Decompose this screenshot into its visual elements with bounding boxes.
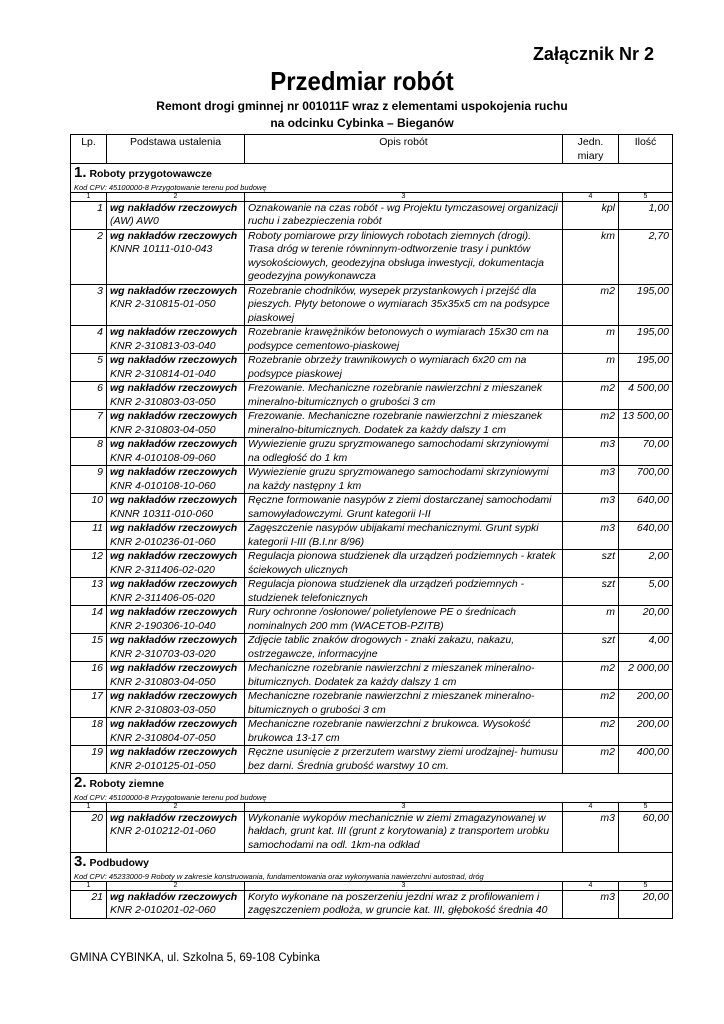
item-basis [107,229,245,284]
item-unit: szt [563,550,619,578]
item-description: Rozebranie chodników, wysepek przystankowych i przejść dla pieszych. Płyty betonowe o wymiarach 35x35x5 cm na podsypce piaskowej [245,284,563,326]
item-basis-code: KNR 2-310803-03-050 [110,395,216,408]
table-row [71,284,673,326]
item-basis-type: wg nakładów rzeczowych [110,494,238,506]
section-number: 1. [74,164,87,181]
section-row [71,853,673,882]
item-basis [107,284,245,326]
item-basis-type: wg nakładów rzeczowych [110,746,238,758]
item-basis [107,550,245,578]
column-number-row [71,802,673,811]
item-basis [107,811,245,853]
section-cpv: Kod CPV: 45100000-8 Przygotowanie terenu pod budowę [74,182,267,192]
item-basis-type: wg nakładów rzeczowych [110,354,238,366]
section-cpv: Kod CPV: 45233000-9 Roboty w zakresie konstruowania, fundamentowania oraz wykonywania nawierzchni autostrad, dróg [74,871,484,881]
item-quantity: 195,00 [619,354,673,382]
item-lp: 6 [71,382,107,410]
item-quantity: 195,00 [619,284,673,326]
item-description: Rozebranie krawężników betonowych o wymiarach 15x30 cm na podsypce cementowo-piaskowej [245,326,563,354]
item-quantity: 70,00 [619,438,673,466]
item-description: Mechaniczne rozebranie nawierzchni z brukowca. Wysokość brukowca 13-17 cm [245,718,563,746]
item-basis [107,578,245,606]
item-unit: m3 [563,494,619,522]
item-quantity: 195,00 [619,326,673,354]
item-basis-code: KNR 2-310813-03-040 [110,339,216,352]
item-basis [107,382,245,410]
item-basis-type: wg nakładów rzeczowych [110,890,238,903]
table-row [71,466,673,494]
section-cpv: Kod CPV: 45100000-8 Przygotowanie terenu pod budowę [74,792,267,802]
item-basis [107,326,245,354]
item-basis-type: wg nakładów rzeczowych [110,606,238,618]
item-unit: m2 [563,382,619,410]
section-cell [71,164,673,193]
item-quantity: 20,00 [619,606,673,634]
page-title: Przedmiar robót [270,66,454,96]
item-basis-code: KNNR 10311-010-060 [110,507,214,520]
column-number: 1 [71,192,107,201]
item-basis-type: wg nakładów rzeczowych [110,662,238,674]
item-basis-code: KNR 2-310703-03-020 [110,647,216,660]
item-basis-type: wg nakładów rzeczowych [110,634,238,646]
item-quantity: 4,00 [619,634,673,662]
item-quantity: 4 500,00 [619,382,673,410]
item-description: Koryto wykonane na poszerzeniu jezdni wraz z profilowaniem i zagęszczeniem podłoża, w gruncie kat. III, głębokość średnia 40 [245,890,563,918]
item-description: Zagęszczenie nasypów ubijakami mechanicznymi. Grunt sypki kategorii I-III (B.I.nr 8/96) [245,522,563,550]
column-number: 2 [107,881,245,890]
item-description: Ręczne formowanie nasypów z ziemi dostarczanej samochodami samowyładowczymi. Grunt kategorii I-II [245,494,563,522]
item-lp: 12 [71,550,107,578]
item-description: Wykonanie wykopów mechanicznie w ziemi zmagazynowanej w hałdach, grunt kat. III (grunt z korytowania) z transportem urobku samochodami na odl. 1km-na odkład [245,811,563,853]
section-name: Podbudowy [89,857,149,869]
item-basis-type: wg nakładów rzeczowych [110,382,238,394]
item-description: Frezowanie. Mechaniczne rozebranie nawierzchni z mieszanek mineralno-bitumicznych. Dodatek za każdy dalszy 1 cm [245,410,563,438]
item-lp: 14 [71,606,107,634]
item-description: Zdjęcie tablic znaków drogowych - znaki zakazu, nakazu, ostrzegawcze, informacyjne [245,634,563,662]
section-number: 2. [74,774,87,791]
item-quantity: 200,00 [619,690,673,718]
item-unit: m2 [563,662,619,690]
item-unit: m2 [563,718,619,746]
item-unit: m2 [563,284,619,326]
item-basis-type: wg nakładów rzeczowych [110,438,238,450]
item-unit: m3 [563,466,619,494]
item-quantity: 400,00 [619,746,673,774]
item-basis-code: KNR 2-311406-02-020 [110,563,215,576]
item-basis-code: KNR 2-010236-01-060 [110,535,216,548]
item-basis [107,662,245,690]
item-quantity: 1,00 [619,201,673,229]
item-unit: kpl [563,201,619,229]
item-basis [107,634,245,662]
item-unit: m3 [563,438,619,466]
table-row [71,746,673,774]
item-description: Regulacja pionowa studzienek dla urządzeń podziemnych - kratek ściekowych ulicznych [245,550,563,578]
item-lp: 4 [71,326,107,354]
column-number: 4 [563,881,619,890]
section-name: Roboty ziemne [89,778,165,790]
item-basis-code: KNR 2-310804-07-050 [110,731,216,744]
item-basis-type: wg nakładów rzeczowych [110,578,238,590]
table-row [71,811,673,853]
item-unit: m [563,354,619,382]
item-lp: 20 [71,811,107,853]
table-row [71,718,673,746]
item-basis-code: KNR 2-010212-01-060 [110,825,216,837]
item-quantity: 2,00 [619,550,673,578]
item-basis [107,354,245,382]
item-lp: 9 [71,466,107,494]
annex-label: Załącznik Nr 2 [532,44,654,64]
section-row [71,164,673,193]
item-basis-type: wg nakładów rzeczowych [110,229,238,242]
column-number: 3 [245,192,563,201]
section-name: Roboty przygotowawcze [89,168,212,180]
item-basis-code: KNR 2-010125-01-050 [110,759,216,772]
item-unit: m3 [563,811,619,853]
table-row [71,634,673,662]
table-row [71,690,673,718]
item-unit: m [563,606,619,634]
item-basis-code: KNR 2-310815-01-050 [110,298,216,310]
table-row [71,382,673,410]
column-number: 5 [619,802,673,811]
item-basis-type: wg nakładów rzeczowych [110,326,238,338]
col-header-lp: Lp. [71,135,107,164]
item-basis-type: wg nakładów rzeczowych [110,718,238,730]
table-row [71,354,673,382]
item-basis-type: wg nakładów rzeczowych [110,811,238,824]
item-basis-type: wg nakładów rzeczowych [110,410,238,422]
item-basis [107,718,245,746]
section-cell [71,853,673,882]
table-row [71,201,673,229]
column-number: 3 [245,802,563,811]
item-quantity: 640,00 [619,494,673,522]
item-basis-code: KNR 2-310803-04-050 [110,423,216,436]
item-description: Regulacja pionowa studzienek dla urządzeń podziemnych - studzienek telefonicznych [245,578,563,606]
item-description: Mechaniczne rozebranie nawierzchni z mieszanek mineralno-bitumicznych o grubości 3 cm [245,690,563,718]
item-unit: km [563,229,619,284]
item-description: Mechaniczne rozebranie nawierzchni z mieszanek mineralno-bitumicznych. Dodatek za każdy dalszy 1 cm [245,662,563,690]
item-basis [107,890,245,918]
col-header-unit: Jedn. miary [563,135,619,164]
col-header-desc: Opis robót [245,135,563,164]
column-number: 3 [245,881,563,890]
item-basis-code: KNR 2-311406-05-020 [110,591,215,604]
table-row [71,410,673,438]
item-description: Oznakowanie na czas robót - wg Projektu tymczasowej organizacji ruchu i zabezpieczenia robót [245,201,563,229]
subtitle-line-2: na odcinku Cybinka – Bieganów [270,116,454,130]
item-basis-code: KNR 4-010108-10-060 [110,479,216,492]
item-lp: 10 [71,494,107,522]
item-lp: 1 [71,201,107,229]
table-row [71,494,673,522]
item-basis [107,201,245,229]
column-number: 1 [71,802,107,811]
item-quantity: 2,70 [619,229,673,284]
item-lp: 19 [71,746,107,774]
item-quantity: 2 000,00 [619,662,673,690]
item-basis-code: KNR 2-010201-02-060 [110,904,216,916]
table-row [71,229,673,284]
item-basis [107,606,245,634]
table-header-row [71,135,673,164]
item-lp: 11 [71,522,107,550]
item-description: Roboty pomiarowe przy liniowych robotach ziemnych (drogi). Trasa dróg w terenie równinnym-odtworzenie trasy i punktów wysokościowych, geodezyjna obsługa inwestycji, dokumentacja geodezyjna powykonawcza [245,229,563,284]
item-description: Ręczne usunięcie z przerzutem warstwy ziemi urodzajnej- humusu bez darni. Średnia grubość warstwy 10 cm. [245,746,563,774]
item-description: Wywiezienie gruzu spryzmowanego samochodami skrzyniowymi na odległość do 1 km [245,438,563,466]
item-basis-type: wg nakładów rzeczowych [110,201,238,214]
item-unit: szt [563,634,619,662]
item-unit: szt [563,578,619,606]
item-description: Frezowanie. Mechaniczne rozebranie nawierzchni z mieszanek mineralno-bitumicznych o grubości 3 cm [245,382,563,410]
table-row [71,550,673,578]
item-unit: m2 [563,746,619,774]
item-lp: 18 [71,718,107,746]
item-description: Rozebranie obrzeży trawnikowych o wymiarach 6x20 cm na podsypce piaskowej [245,354,563,382]
item-unit: m [563,326,619,354]
item-lp: 16 [71,662,107,690]
item-basis-type: wg nakładów rzeczowych [110,284,238,297]
item-quantity: 20,00 [619,890,673,918]
section-number: 3. [74,853,87,870]
table-row [71,438,673,466]
item-quantity: 700,00 [619,466,673,494]
section-row [71,774,673,803]
item-quantity: 5,00 [619,578,673,606]
item-basis-code: KNR 2-310803-03-050 [110,703,216,716]
item-basis [107,690,245,718]
item-unit: m2 [563,690,619,718]
item-basis-code: KNR 2-310803-04-050 [110,675,216,688]
item-lp: 15 [71,634,107,662]
item-basis-code: KNR 2-190306-10-040 [110,619,216,632]
item-quantity: 60,00 [619,811,673,853]
item-lp: 21 [71,890,107,918]
item-basis-type: wg nakładów rzeczowych [110,522,238,534]
item-basis [107,494,245,522]
item-lp: 17 [71,690,107,718]
item-basis [107,746,245,774]
item-lp: 7 [71,410,107,438]
item-basis-type: wg nakładów rzeczowych [110,690,238,702]
column-number: 5 [619,881,673,890]
col-header-qty: Ilość [619,135,673,164]
column-number-row [71,192,673,201]
item-lp: 13 [71,578,107,606]
item-description: Rury ochronne /osłonowe/ polietylenowe PE o średnicach nominalnych 200 mm (WACETOB-PZITB) [245,606,563,634]
footer-address: GMINA CYBINKA, ul. Szkolna 5, 69-108 Cybinka [70,952,320,964]
cost-estimate-table [70,134,673,919]
table-row [71,522,673,550]
item-basis-code: KNR 2-310814-01-040 [110,367,216,380]
subtitle-line-1: Remont drogi gminnej nr 001011F wraz z elementami uspokojenia ruchu [156,99,568,113]
item-unit: m3 [563,522,619,550]
item-basis [107,522,245,550]
column-number: 2 [107,802,245,811]
item-lp: 8 [71,438,107,466]
item-quantity: 200,00 [619,718,673,746]
item-basis [107,410,245,438]
item-basis-code: KNR 4-010108-09-060 [110,451,216,464]
column-number: 5 [619,192,673,201]
item-basis-code: (AW) AW0 [110,215,159,227]
table-row [71,890,673,918]
item-basis [107,438,245,466]
item-lp: 3 [71,284,107,326]
item-unit: m3 [563,890,619,918]
item-description: Wywiezienie gruzu spryzmowanego samochodami skrzyniowymi na każdy następny 1 km [245,466,563,494]
table-row [71,606,673,634]
column-number-row [71,881,673,890]
item-lp: 2 [71,229,107,284]
item-basis-type: wg nakładów rzeczowych [110,550,238,562]
table-row [71,578,673,606]
table-row [71,326,673,354]
item-quantity: 13 500,00 [619,410,673,438]
table-row [71,662,673,690]
item-quantity: 640,00 [619,522,673,550]
column-number: 4 [563,192,619,201]
item-basis-code: KNNR 10111-010-043 [110,243,213,255]
col-header-basis: Podstawa ustalenia [107,135,245,164]
item-basis-type: wg nakładów rzeczowych [110,466,238,478]
column-number: 4 [563,802,619,811]
page-subtitle [0,98,724,132]
item-basis [107,466,245,494]
section-cell [71,774,673,803]
item-lp: 5 [71,354,107,382]
item-unit: m2 [563,410,619,438]
column-number: 1 [71,881,107,890]
column-number: 2 [107,192,245,201]
